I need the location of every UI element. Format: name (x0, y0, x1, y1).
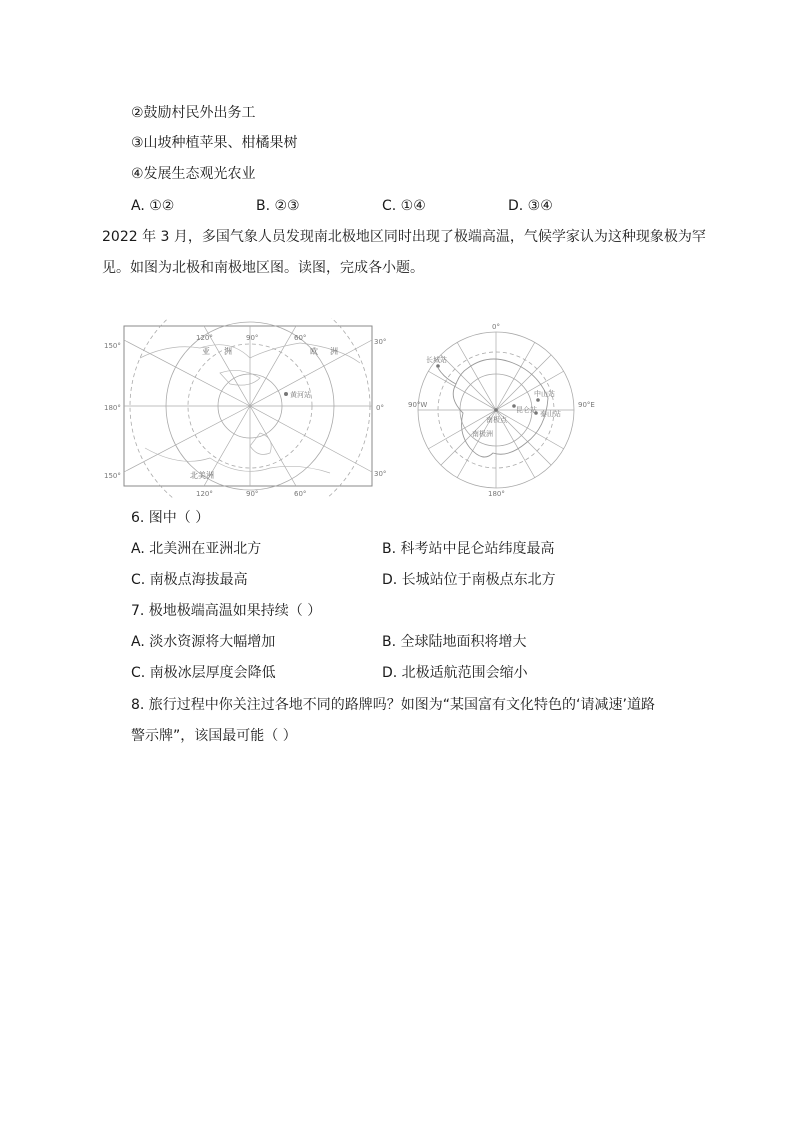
arctic-lon-label: 30° (374, 338, 387, 346)
south-pole-marker (494, 408, 498, 412)
arctic-lon-label: 150° (104, 472, 121, 480)
antarctic-lon-label: 0° (492, 323, 500, 331)
q6-option-c: C. 南极点海拔最高 (131, 572, 248, 588)
option-item-4: ④发展生态观光农业 (131, 166, 256, 182)
station-marker (536, 398, 540, 402)
question-7-stem: 7. 极地极端高温如果持续（ ） (131, 603, 322, 619)
arctic-lon-label: 90° (246, 490, 259, 498)
arctic-lon-label: 30° (374, 470, 387, 478)
q7-option-b: B. 全球陆地面积将增大 (382, 634, 527, 650)
q6-option-a: A. 北美洲在亚洲北方 (131, 541, 262, 557)
antarctic-map (408, 318, 608, 498)
answer-option-d: D. ③④ (508, 198, 553, 214)
answer-option-c: C. ①④ (382, 198, 426, 214)
arctic-lon-label: 60° (294, 490, 307, 498)
q7-option-c: C. 南极冰层厚度会降低 (131, 665, 276, 681)
question-8-line-1: 8. 旅行过程中你关注过各地不同的路牌吗？如图为“某国富有文化特色的‘请减速’道路 (131, 697, 655, 713)
question-6-stem: 6. 图中（ ） (131, 510, 210, 526)
option-item-2: ②鼓励村民外出务工 (131, 105, 256, 121)
arctic-lon-label: 60° (294, 334, 307, 342)
antarctic-lon-label: 90°E (578, 401, 595, 409)
continent-label: 亚 (202, 347, 210, 356)
q6-option-d: D. 长城站位于南极点东北方 (382, 572, 556, 588)
answer-option-a: A. ①② (131, 198, 175, 214)
intro-line-1: 2022 年 3 月，多国气象人员发现南北极地区同时出现了极端高温，气候学家认为这种现象极为罕 (102, 229, 706, 245)
station-label: 昆仑站 (516, 406, 537, 414)
arctic-lon-label: 180° (104, 404, 121, 412)
station-label: 泰山站 (540, 410, 561, 418)
arctic-map (100, 318, 400, 498)
arctic-lon-label: 150° (104, 342, 121, 350)
station-label: 黄河站 (290, 391, 311, 399)
station-label: 中山站 (534, 390, 555, 398)
continent-label: 洲 (224, 347, 232, 356)
arctic-lon-label: 90° (246, 334, 259, 342)
station-marker (284, 392, 288, 396)
continent-label: 北美洲 (190, 471, 214, 480)
q7-option-a: A. 淡水资源将大幅增加 (131, 634, 276, 650)
answer-option-b: B. ②③ (256, 198, 300, 214)
station-label: 南极点 (486, 416, 507, 424)
question-8-line-2: 警示牌”，该国最可能（ ） (131, 728, 297, 744)
arctic-lon-label: 120° (196, 334, 213, 342)
continent-label: 欧 (310, 347, 318, 356)
intro-line-2: 见。如图为北极和南极地区图。读图，完成各小题。 (102, 260, 424, 276)
station-label: 南极洲 (472, 430, 493, 438)
station-marker (436, 364, 440, 368)
q6-option-b: B. 科考站中昆仑站纬度最高 (382, 541, 555, 557)
q7-option-d: D. 北极适航范围会缩小 (382, 665, 528, 681)
arctic-lon-label: 0° (376, 404, 384, 412)
station-label: 长城站 (426, 356, 447, 364)
continent-label: 洲 (330, 347, 338, 356)
antarctic-lon-label: 180° (488, 490, 505, 498)
arctic-lon-label: 120° (196, 490, 213, 498)
antarctic-lon-label: 90°W (408, 401, 428, 409)
option-item-3: ③山坡种植苹果、柑橘果树 (131, 135, 298, 151)
